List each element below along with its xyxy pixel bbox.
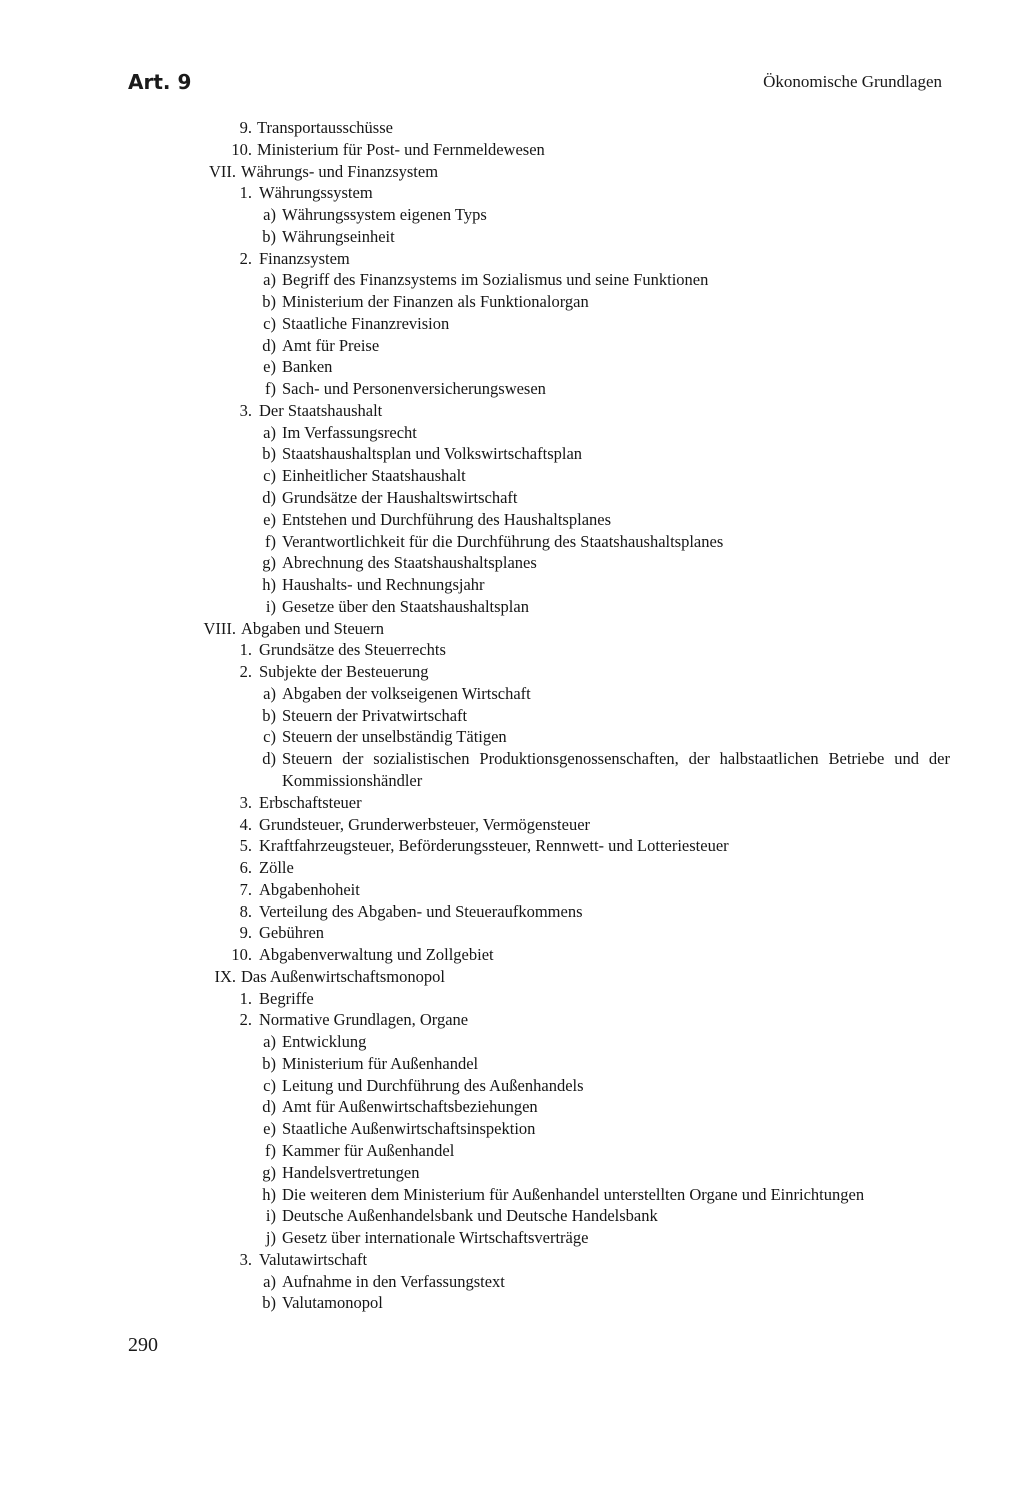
- outline-entry-number: f): [265, 1141, 276, 1160]
- outline-entry-text: Staatliche Außenwirtschaftsinspektion: [282, 1119, 536, 1139]
- outline-entry-text: Das Außenwirtschaftsmonopol: [241, 966, 445, 986]
- outline-entry: [0, 639, 1024, 661]
- outline-entry-number: a): [263, 422, 276, 442]
- outline-entry-text: Währungssystem: [259, 183, 373, 203]
- outline-entry: [0, 574, 1024, 596]
- outline-entry-number: 2.: [239, 248, 252, 268]
- outline-entry-text: Zölle: [259, 858, 294, 878]
- outline-entry-number: a): [263, 1271, 276, 1291]
- outline-entry-number: a): [263, 205, 276, 225]
- outline-entry-number: i): [265, 1206, 276, 1226]
- outline-entry-number: f): [265, 531, 276, 551]
- outline-entry-text: Staatshaushaltsplan und Volkswirtschaftsplan: [282, 444, 583, 464]
- outline-entry: [0, 422, 1024, 444]
- outline-entry-text: Währungssystem eigenen Typs: [282, 205, 487, 225]
- outline-entry-text: Währungseinheit: [282, 226, 395, 246]
- outline-entry-number: IX.: [214, 966, 236, 986]
- outline-entry: [0, 400, 1024, 422]
- outline-entry-text: Steuern der sozialistischen Produktionsgenossenschaften, der halbstaatlichen Betriebe und der Kommissionshändler: [282, 749, 950, 790]
- outline-entry: [0, 705, 1024, 727]
- outline-entry-text: Amt für Außenwirtschaftsbeziehungen: [282, 1097, 538, 1117]
- outline-entry-number: 2.: [239, 662, 252, 682]
- outline-entry-text: Die weiteren dem Ministerium für Außenhandel unterstellten Organe und Einrichtungen: [282, 1184, 865, 1204]
- outline-entry-number: d): [262, 749, 276, 769]
- outline-entry-text: Verantwortlichkeit für die Durchführung des Staatshaushaltsplanes: [282, 531, 724, 551]
- outline-entry-number: f): [265, 379, 276, 399]
- outline-entry: [0, 661, 1024, 683]
- outline-entry-text: Erbschaftsteuer: [259, 792, 362, 812]
- outline-entry: [0, 1009, 1024, 1031]
- outline-entry-number: c): [263, 727, 276, 747]
- outline-entry: [0, 618, 1024, 640]
- outline-entry-text: Abgabenhoheit: [259, 879, 360, 899]
- outline-entry-number: h): [262, 575, 276, 595]
- outline-entry-text: Amt für Preise: [282, 335, 380, 355]
- outline-entry: [0, 269, 1024, 291]
- outline-entry: [0, 1184, 1024, 1206]
- outline-entry-text: Normative Grundlagen, Organe: [259, 1010, 469, 1030]
- outline-entry: [0, 226, 1024, 248]
- outline-entry-text: Aufnahme in den Verfassungstext: [282, 1271, 505, 1291]
- outline-entry-text: Kammer für Außenhandel: [282, 1141, 455, 1160]
- outline-entry-number: 8.: [239, 901, 252, 921]
- outline-entry: [0, 1205, 1024, 1227]
- outline-entry-number: c): [263, 1075, 276, 1095]
- outline-entry-number: 5.: [239, 836, 252, 856]
- outline-entry-text: Der Staatshaushalt: [259, 400, 383, 420]
- outline-entry: [0, 313, 1024, 335]
- outline-entry: [0, 1118, 1024, 1140]
- outline-entry-number: 10.: [231, 945, 252, 965]
- outline-entry: [0, 857, 1024, 879]
- outline-entry-text: Währungs- und Finanzsystem: [241, 161, 439, 181]
- outline-entry-number: a): [263, 683, 276, 703]
- outline-entry: [0, 291, 1024, 313]
- outline-entry-number: VII.: [208, 161, 236, 181]
- outline-entry: [0, 248, 1024, 270]
- outline-entry-text: Staatliche Finanzrevision: [282, 313, 450, 333]
- outline-entry-text: Steuern der Privatwirtschaft: [282, 705, 468, 725]
- outline-entry: [0, 531, 1024, 553]
- outline-entry: [0, 596, 1024, 618]
- outline-entry-number: c): [263, 313, 276, 333]
- outline-entry: [0, 509, 1024, 531]
- outline-entry: [0, 1271, 1024, 1293]
- outline-entry-text: Sach- und Personenversicherungswesen: [282, 379, 546, 399]
- outline-entry-number: a): [263, 270, 276, 290]
- outline-entry: [0, 901, 1024, 923]
- outline-entry-text: Grundsteuer, Grunderwerbsteuer, Vermögensteuer: [259, 814, 591, 834]
- table-of-contents: [0, 117, 1024, 1314]
- outline-entry-number: 6.: [239, 858, 252, 878]
- outline-entry: [0, 1140, 1024, 1162]
- outline-entry-text: Abgabenverwaltung und Zollgebiet: [259, 945, 494, 965]
- outline-entry-number: b): [262, 705, 276, 725]
- outline-entry: [0, 922, 1024, 944]
- outline-entry: [0, 966, 1024, 988]
- outline-entry-number: 1.: [239, 988, 252, 1008]
- outline-entry-text: Leitung und Durchführung des Außenhandels: [282, 1075, 584, 1095]
- outline-entry: [0, 1031, 1024, 1053]
- outline-entry-number: b): [262, 444, 276, 464]
- outline-entry: [0, 879, 1024, 901]
- outline-entry: [0, 792, 1024, 814]
- outline-entry-text: Transportausschüsse: [257, 118, 393, 137]
- outline-entry-number: 1.: [239, 183, 252, 203]
- outline-entry: [0, 835, 1024, 857]
- outline-entry-text: Ministerium für Außenhandel: [282, 1053, 479, 1073]
- running-title: Ökonomische Grundlagen: [763, 72, 942, 91]
- outline-entry-number: 3.: [239, 1249, 252, 1269]
- outline-entry-text: Valutamonopol: [282, 1293, 383, 1313]
- outline-entry: [0, 487, 1024, 509]
- outline-entry: [0, 139, 1024, 161]
- outline-entry-text: Handelsvertretungen: [282, 1162, 420, 1182]
- outline-entry: [0, 1292, 1024, 1314]
- outline-entry-number: h): [262, 1184, 276, 1204]
- outline-entry: [0, 683, 1024, 705]
- outline-entry: [0, 552, 1024, 574]
- outline-entry-text: Banken: [282, 357, 333, 377]
- outline-entry-text: Grundsätze der Haushaltswirtschaft: [282, 488, 518, 508]
- outline-entry: [0, 1249, 1024, 1271]
- outline-entry-text: Valutawirtschaft: [259, 1249, 368, 1269]
- outline-entry-text: Finanzsystem: [259, 248, 350, 268]
- outline-entry: [0, 443, 1024, 465]
- outline-entry: [0, 465, 1024, 487]
- outline-entry-number: 9.: [239, 923, 252, 943]
- outline-entry-text: Gebühren: [259, 923, 325, 943]
- outline-entry-number: b): [262, 226, 276, 246]
- outline-entry-number: 7.: [239, 879, 252, 899]
- outline-entry-text: Deutsche Außenhandelsbank und Deutsche Handelsbank: [282, 1206, 658, 1226]
- outline-entry-number: j): [265, 1228, 276, 1248]
- outline-entry-text: Gesetz über internationale Wirtschaftsverträge: [282, 1228, 589, 1248]
- outline-entry-text: Begriff des Finanzsystems im Sozialismus und seine Funktionen: [282, 270, 709, 290]
- outline-entry-number: 9.: [239, 118, 252, 137]
- outline-entry: [0, 161, 1024, 183]
- outline-entry-number: b): [262, 292, 276, 312]
- outline-entry-number: g): [262, 1162, 276, 1182]
- outline-entry-number: c): [263, 466, 276, 486]
- page-number: 290: [128, 1334, 158, 1356]
- outline-entry-text: Abrechnung des Staatshaushaltsplanes: [282, 553, 537, 573]
- outline-entry-text: Haushalts- und Rechnungsjahr: [282, 575, 485, 595]
- outline-entry-text: Subjekte der Besteuerung: [259, 662, 429, 682]
- outline-entry-number: a): [263, 1032, 276, 1052]
- outline-entry-number: b): [262, 1293, 276, 1313]
- outline-entry-text: Grundsätze des Steuerrechts: [259, 640, 446, 660]
- outline-entry-number: 4.: [239, 814, 252, 834]
- outline-entry-text: Im Verfassungsrecht: [282, 422, 417, 442]
- outline-entry: [0, 988, 1024, 1010]
- outline-entry: [0, 1075, 1024, 1097]
- outline-entry-number: 3.: [239, 400, 252, 420]
- outline-entry: [0, 356, 1024, 378]
- outline-entry-number: 10.: [231, 139, 252, 159]
- outline-entry-number: d): [262, 335, 276, 355]
- outline-entry-number: 2.: [239, 1010, 252, 1030]
- outline-entry-text: Ministerium für Post- und Fernmeldewesen: [257, 139, 545, 159]
- outline-entry: [0, 726, 1024, 748]
- outline-entry: [0, 1162, 1024, 1184]
- article-heading: Art. 9: [128, 70, 192, 94]
- outline-entry: [0, 1053, 1024, 1075]
- outline-entry: [0, 1227, 1024, 1249]
- outline-entry-text: Steuern der unselbständig Tätigen: [282, 727, 507, 747]
- outline-entry-number: e): [263, 357, 276, 377]
- outline-entry-number: d): [262, 488, 276, 508]
- outline-entry-text: Entstehen und Durchführung des Haushaltsplanes: [282, 509, 612, 529]
- outline-entry-number: d): [262, 1097, 276, 1117]
- outline-entry-number: 1.: [239, 640, 252, 660]
- outline-entry-text: Entwicklung: [282, 1032, 367, 1052]
- outline-entry-number: e): [263, 1119, 276, 1139]
- outline-entry-text: Verteilung des Abgaben- und Steueraufkommens: [259, 901, 583, 921]
- outline-entry-text: Abgaben und Steuern: [241, 618, 384, 638]
- outline-entry: [0, 748, 1024, 792]
- outline-entry-number: e): [263, 509, 276, 529]
- outline-entry: [0, 1096, 1024, 1118]
- outline-entry-text: Kraftfahrzeugsteuer, Beförderungssteuer, Rennwett- und Lotteriesteuer: [259, 836, 729, 856]
- outline-entry-text: Begriffe: [259, 988, 314, 1008]
- outline-entry: [0, 182, 1024, 204]
- outline-entry: [0, 378, 1024, 400]
- outline-entry-number: VIII.: [203, 618, 236, 638]
- outline-entry-text: Abgaben der volkseigenen Wirtschaft: [282, 683, 531, 703]
- outline-entry-number: b): [262, 1053, 276, 1073]
- outline-entry-text: Einheitlicher Staatshaushalt: [282, 466, 466, 486]
- outline-entry: [0, 335, 1024, 357]
- outline-entry: [0, 944, 1024, 966]
- outline-entry: [0, 117, 1024, 139]
- outline-entry: [0, 204, 1024, 226]
- outline-entry-text: Ministerium der Finanzen als Funktionalorgan: [282, 292, 589, 312]
- outline-entry-number: 3.: [239, 792, 252, 812]
- outline-entry-number: g): [262, 553, 276, 573]
- outline-entry-text: Gesetze über den Staatshaushaltsplan: [282, 596, 529, 616]
- outline-entry-number: i): [265, 596, 276, 616]
- outline-entry: [0, 814, 1024, 836]
